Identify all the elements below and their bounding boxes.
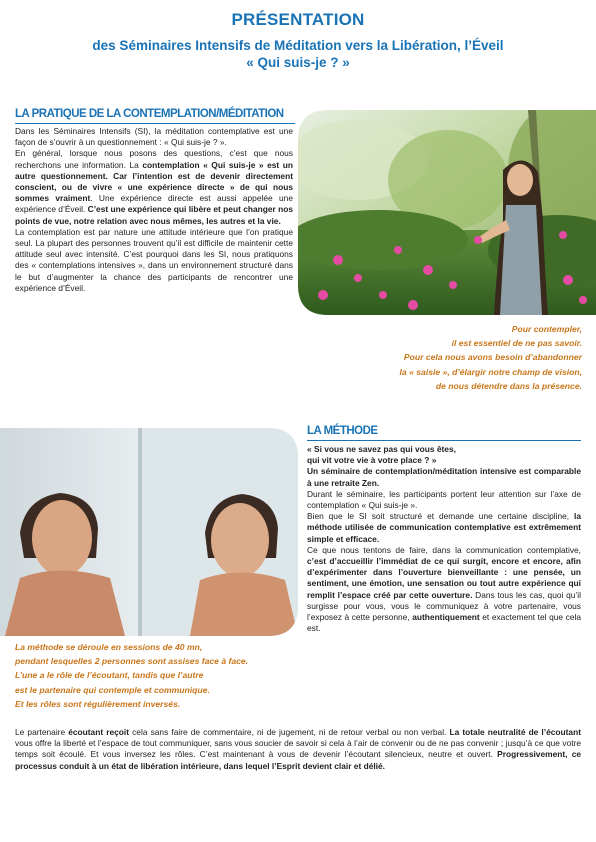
quote-line: il est essentiel de ne pas savoir. xyxy=(451,338,582,349)
quote-line: Pour contempler, xyxy=(511,324,582,334)
section-heading-method: LA MÉTHODE xyxy=(307,425,378,437)
paragraph: Un séminaire de contemplation/méditation intensive est comparable à une retraite Zen. xyxy=(307,466,581,488)
quote-line: L’une a le rôle de l’écoutant, tandis que l’autre xyxy=(15,670,204,681)
quote-line: la « saisie », d’élargir notre champ de vision, xyxy=(399,366,582,377)
intro-question: qui vit votre vie à votre place ? » xyxy=(307,455,437,466)
section-divider xyxy=(307,440,581,441)
page-subtitle xyxy=(0,37,596,71)
page-title: PRÉSENTATION xyxy=(231,10,365,29)
paragraph: En général, lorsque nous posons des questions, c’est que nous recherchons une information. La contemplation « Qui suis-je » est un autre questionnement. Car l’intention est de devenir directement conscient, ou de vivre « une expérience directe » de qui nous sommes vraiment. Une expérience directe est aussi appelée une expérience d’Éveil. C’est une expérience qui libère et peut changer nos points de vue, notre relation avec nous mêmes, les autres et la vie. xyxy=(15,148,294,226)
quote-line: La méthode se déroule en sessions de 40 mn, xyxy=(15,642,203,652)
quote-contemplation xyxy=(300,322,582,393)
contemplation-text xyxy=(15,126,293,294)
paragraph: Bien que le SI soit structuré et demande une certaine discipline, la méthode utilisée de communication contemplative est extrêmement simple et efficace. xyxy=(307,511,581,544)
paragraph: La contemplation est par nature une attitude intérieure que l’on pratique seul. La plupart des personnes trouvent qu’il est difficile de maintenir cette attitude seul avec intensité. C’est pourquoi dans les SI, nous pratiquons des « contemplations intensives », dans un environnement structuré dans le but d’augmenter la chance des participants de rencontrer une expérience d’Éveil. xyxy=(15,226,293,293)
quote-method xyxy=(15,640,300,711)
quote-line: Pour cela nous avons besoin d’abandonner xyxy=(403,352,582,363)
paragraph: Ce que nous tentons de faire, dans la communication contemplative, c’est d’accueillir l’immédiat de ce qui surgit, encore et encore, afin d’expérimenter dans l’ouverture bienveillante : une pensée, un sentiment, une émotion, une sensation ou tout autre expérience qui remplit l’espace créé par cette ouverture. Dans tous les cas, quoi qu’il surgisse pour vous, vous le communiquez à votre partenaire, vous l’exposez à cette personne, authentiquement et exactement tel que cela est. xyxy=(307,544,581,634)
man-mirror-photo xyxy=(0,428,298,636)
quote-line: est le partenaire qui contemple et communique. xyxy=(15,684,210,695)
method-text xyxy=(307,444,581,634)
quote-line: de nous détendre dans la présence. xyxy=(435,380,582,391)
subtitle-line-1: des Séminaires Intensifs de Méditation vers la Libération, l’Éveil xyxy=(92,38,504,53)
bottom-paragraph: Le partenaire écoutant reçoit cela sans faire de commentaire, ni de jugement, ni de retour verbal ou non verbal. La totale neutralité de l’écoutant vous offre la liberté et l’espace de tout communiquer, sans vous soucier de savoir si cela à l’air de convenir ou de ne pas convenir ; jusqu’à ce que votre temps soit écoulé. Et vous inversez les rôles. C’est maintenant à vous de devenir l’écoutant silencieux, neutre et ouvert. Progressivement, ce processus conduit à un état de libération intérieure, dans lequel l’Esprit devient clair et délié. xyxy=(15,727,582,771)
paragraph: Durant le séminaire, les participants portent leur attention sur l’axe de contemplation « Qui suis-je ». xyxy=(307,488,581,511)
paragraph: Dans les Séminaires Intensifs (SI), la méditation contemplative est une façon de s’ouvrir à un questionnement : « Qui suis-je ? ». xyxy=(15,126,293,148)
quote-line: Et les rôles sont régulièrement inversés. xyxy=(15,698,181,709)
quote-line: pendant lesquelles 2 personnes sont assises face à face. xyxy=(15,656,249,667)
subtitle-line-2: « Qui suis-je ? » xyxy=(246,55,350,70)
section-divider xyxy=(15,123,295,124)
intro-question: « Si vous ne savez pas qui vous êtes, xyxy=(307,444,456,454)
woman-garden-photo xyxy=(298,110,596,315)
section-heading-contemplation: LA PRATIQUE DE LA CONTEMPLATION/MÉDITATION xyxy=(15,108,284,120)
